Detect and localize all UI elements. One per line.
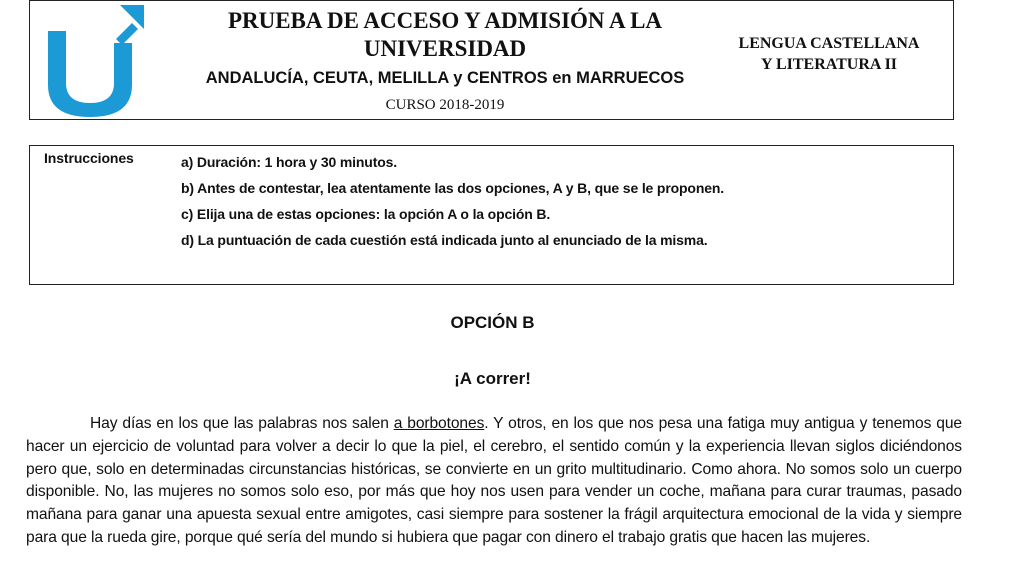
body-text-rest: . Y otros, en los que nos pesa una fatiga muy antigua y tenemos que hacer un ejercicio de voluntad para volver a decir lo que la piel, el cerebro, el sentido común y la experiencia llevan siglos diciéndonos pero que, solo en determinadas circunstancias históricas, se convierte en un grito multitudinario. Como ahora. No somos solo un cuerpo disponible. No, las mujeres no somos solo eso, por más que hoy nos usen para vender un coche, mañana para curar traumas, pasado mañana para ganar una apuesta sexual entre amigotes, casi siempre para sostener la frágil arquitectura emocional de la vida y siempre para que la rueda gire, porque qué sería del mundo si hubiera que pagar con dinero el trabajo gratis que hacen las mujeres. — [26, 415, 962, 546]
option-heading: OPCIÓN B — [450, 313, 535, 332]
exam-region: ANDALUCÍA, CEUTA, MELILLA y CENTROS en MARRUECOS — [205, 69, 685, 87]
subject-line2: Y LITERATURA II — [760, 56, 898, 73]
university-u-logo — [38, 3, 144, 119]
exam-title — [190, 7, 700, 63]
exam-title-line2: UNIVERSIDAD — [363, 36, 527, 61]
exam-header — [29, 0, 954, 120]
instruction-item: b) Antes de contestar, lea atentamente las dos opciones, A y B, que se le proponen. — [181, 180, 725, 196]
exam-title-line1: PRUEBA DE ACCESO Y ADMISIÓN A LA — [227, 8, 663, 33]
instruction-item: d) La puntuación de cada cuestión está indicada junto al enunciado de la misma. — [181, 232, 708, 248]
body-paragraph — [26, 413, 962, 550]
instruction-item: c) Elija una de estas opciones: la opción A o la opción B. — [181, 206, 551, 222]
instruction-item: a) Duración: 1 hora y 30 minutos. — [181, 154, 397, 170]
text-title: ¡A correr! — [454, 369, 531, 388]
instructions-list — [181, 149, 724, 253]
instructions-label: Instrucciones — [44, 150, 134, 166]
underlined-phrase: a borbotones — [393, 415, 485, 432]
exam-subject — [720, 33, 938, 75]
instructions-box — [29, 145, 954, 285]
subject-line1: LENGUA CASTELLANA — [738, 35, 920, 52]
body-text-start: Hay días en los que las palabras nos salen — [90, 415, 394, 432]
exam-course: CURSO 2018-2019 — [385, 97, 505, 113]
